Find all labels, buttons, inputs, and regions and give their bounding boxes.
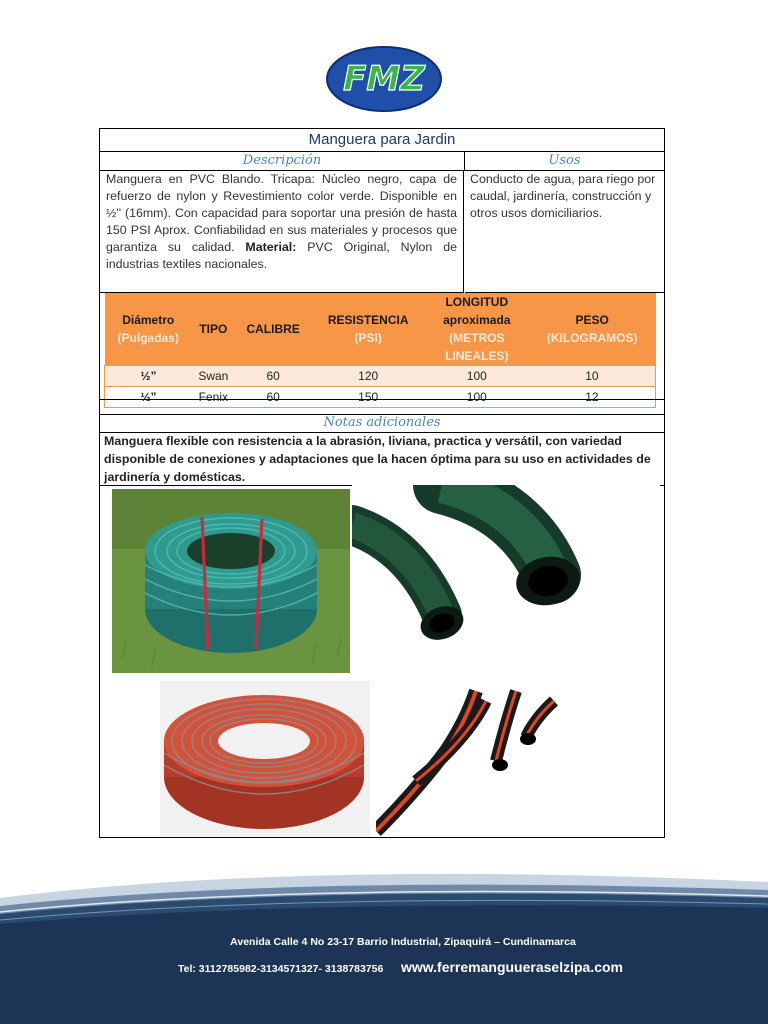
notas-header: Notas adicionales: [100, 414, 664, 433]
specs-header-row: [105, 293, 656, 366]
footer-address: Avenida Calle 4 No 23-17 Barrio Industrial, Zipaquirá – Cundinamarca: [230, 936, 576, 948]
header-peso: PESO (KILOGRAMOS): [529, 293, 656, 366]
header-diametro: Diámetro (Pulgadas): [105, 293, 192, 366]
header-resistencia: RESISTENCIA (PSI): [312, 293, 425, 366]
cell-tipo: Fenix: [192, 387, 235, 408]
notas-text: Manguera flexible con resistencia a la abrasión, liviana, practica y versátil, con variedad disponible de conexiones y adaptaciones que la hacen óptima para su uso en actividades de jardinería y domésticas.: [104, 434, 651, 484]
product-title: Manguera para Jardin: [100, 129, 664, 152]
usos-header: Usos: [465, 151, 664, 171]
cell-calibre: 60: [235, 387, 312, 408]
table-row: [105, 366, 656, 387]
descripcion-header: Descripción: [100, 151, 465, 171]
company-logo: [326, 46, 442, 112]
photo-coiled-orange-hose: [160, 681, 370, 837]
header-tipo: TIPO: [192, 293, 235, 366]
cell-resistencia: 150: [312, 387, 425, 408]
product-sheet: [99, 128, 665, 838]
cell-resistencia: 120: [312, 366, 425, 387]
usos-text: Conducto de agua, para riego por caudal, jardinería, construcción y otros usos domiciliarios.: [465, 171, 664, 293]
photo-coiled-green-hose: [112, 489, 350, 673]
cell-peso: 12: [529, 387, 656, 408]
footer-phones: Tel: 3112785982-3134571327- 3138783756: [178, 963, 384, 975]
material-label: Material:: [245, 240, 297, 254]
specs-table: [104, 293, 656, 408]
photo-orange-hose-pieces: [376, 681, 604, 837]
footer-website-link[interactable]: www.ferremanguueraselzipa.com: [401, 959, 623, 975]
cell-diametro: ½”: [105, 387, 192, 408]
descripcion-text-part-2: PVC Original, Nylon de industrias textiles nacionales.: [106, 240, 457, 271]
descripcion-text-part-1: Manguera en PVC Blando. Tricapa: Núcleo negro, capa de refuerzo de nylon y Revestimiento color verde. Disponible en ½'' (16mm). Con capacidad para soportar una presión de hasta 150 PSI Aprox. Confiabilidad en sus materiales y procesos que garantiza su calidad.: [106, 172, 457, 254]
cell-peso: 10: [529, 366, 656, 387]
header-longitud: LONGITUD aproximada (METROS LINEALES): [425, 293, 529, 366]
cell-diametro: ½”: [105, 366, 192, 387]
cell-tipo: Swan: [192, 366, 235, 387]
divider-row: [100, 399, 664, 415]
cell-longitud: 100: [425, 387, 529, 408]
cell-longitud: 100: [425, 366, 529, 387]
cell-calibre: 60: [235, 366, 312, 387]
photo-green-hose-closeup: [352, 485, 660, 673]
logo-text: FMZ: [343, 59, 425, 99]
descripcion-text: [100, 171, 464, 293]
header-calibre: CALIBRE: [235, 293, 312, 366]
